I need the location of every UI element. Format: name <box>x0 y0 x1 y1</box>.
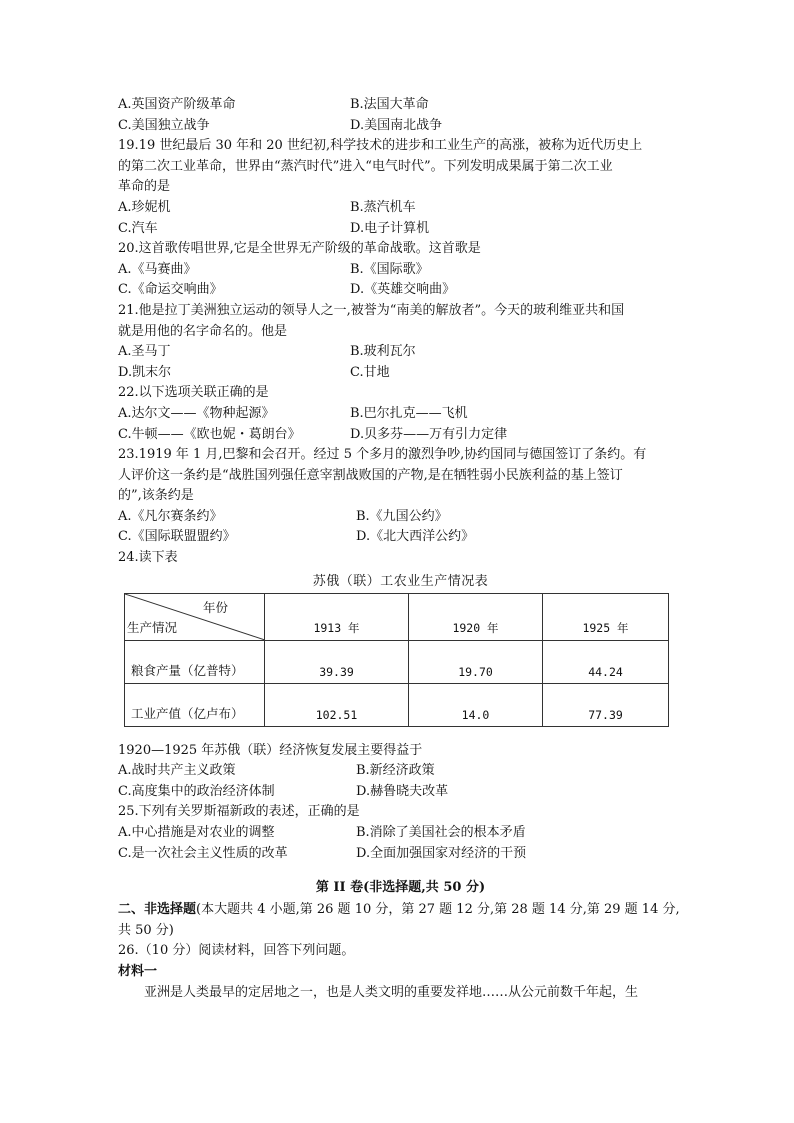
q23-option-c: C.《国际联盟盟约》 <box>118 529 236 545</box>
q18-option-a: A.英国资产阶级革命 <box>118 97 236 112</box>
q22-option-c: C.牛顿——《欧也妮・葛朗台》 <box>118 426 301 442</box>
q18-option-d: D.美国南北战争 <box>350 117 443 133</box>
row-label-industry: 工业产值（亿卢布） <box>125 683 265 726</box>
part-two-heading-line-2: 共 50 分) <box>118 922 174 938</box>
q19-stem-line-1: 19.19 世纪最后 30 年和 20 世纪初,科学技术的进步和工业生产的高涨，被称为近代历史上 <box>118 138 643 154</box>
q23-option-a: A.《凡尔赛条约》 <box>118 508 223 524</box>
q19-options-row-2 <box>118 219 683 240</box>
q25-stem: 25.下列有关罗斯福新政的表述，正确的是 <box>118 804 360 820</box>
q21-stem-line-1: 21.他是拉丁美洲独立运动的领导人之一,被誉为“南美的解放者”。今天的玻利维亚共和国 <box>118 302 625 318</box>
exam-page <box>118 95 683 1003</box>
q20-stem: 20.这首歌传唱世界,它是全世界无产阶级的革命战歌。这首歌是 <box>118 241 481 257</box>
q24-option-a: A.战时共产主义政策 <box>118 763 236 779</box>
part-two-heading-rest: (本大题共 4 小题,第 26 题 10 分，第 27 题 12 分,第 28 题 14 分,第 29 题 14 分, <box>196 902 680 918</box>
q19-option-d: D.电子计算机 <box>350 220 430 236</box>
q22-options-row-1 <box>118 404 683 425</box>
q21-stem-line-2: 就是用他的名字命名的。他是 <box>118 323 288 339</box>
q24-stem: 24.读下表 <box>118 550 178 566</box>
q23-option-b: B.《九国公约》 <box>356 508 448 524</box>
q21-option-c: C.甘地 <box>350 364 390 380</box>
q24-option-b: B.新经济政策 <box>356 763 435 779</box>
q21-option-b: B.玻利瓦尔 <box>350 344 416 360</box>
q22-option-a: A.达尔文——《物种起源》 <box>118 405 275 421</box>
q22-stem: 22.以下选项关联正确的是 <box>118 385 269 401</box>
q23-options-row-1 <box>118 507 683 528</box>
material-one-label: 材料一 <box>118 964 158 979</box>
q23-stem-line-2: 人评价这一条约是“战胜国列强任意宰割战败国的产物,是在牺牲弱小民族利益的基上签订 <box>118 467 623 483</box>
q20-option-c: C.《命运交响曲》 <box>118 282 223 298</box>
header-item-label: 生产情况 <box>127 619 178 635</box>
part-two-title: 第 II 卷(非选择题,共 50 分) <box>315 880 486 896</box>
q23-stem-line-3: 的”,该条约是 <box>118 488 194 504</box>
q18-option-b: B.法国大革命 <box>350 97 429 112</box>
table-header-row <box>125 593 669 640</box>
q24-option-d: D.赫鲁晓夫改革 <box>356 783 449 799</box>
q24-question: 1920—1925 年苏俄（联）经济恢复发展主要得益于 <box>118 742 423 758</box>
cell-grain-1925: 44.24 <box>543 640 669 683</box>
part-two-heading <box>118 900 683 921</box>
production-table <box>124 593 669 727</box>
header-year-1925: 1925 年 <box>543 593 669 640</box>
q22-option-b: B.巴尔扎克——飞机 <box>350 405 468 421</box>
q26-stem: 26.（10 分）阅读材料，回答下列问题。 <box>118 943 355 959</box>
q20-option-b: B.《国际歌》 <box>350 261 429 277</box>
table-diagonal-header-cell <box>125 593 265 640</box>
table-row <box>125 640 669 683</box>
cell-industry-1913: 102.51 <box>265 683 409 726</box>
q19-option-a: A.珍妮机 <box>118 199 171 215</box>
cell-industry-1920: 14.0 <box>409 683 543 726</box>
q23-stem-line-1: 23.1919 年 1 月,巴黎和会召开。经过 5 个多月的激烈争吵,协约国同与德国签订了条约。有 <box>118 447 647 463</box>
q25-option-c: C.是一次社会主义性质的改革 <box>118 845 288 861</box>
header-year-1920: 1920 年 <box>409 593 543 640</box>
q20-options-row-2 <box>118 280 683 301</box>
header-year-1913: 1913 年 <box>265 593 409 640</box>
q19-option-b: B.蒸汽机车 <box>350 199 416 215</box>
material-one-text: 亚洲是人类最早的定居地之一，也是人类文明的重要发祥地……从公元前数千年起，生 <box>144 984 639 1000</box>
q23-options-row-2 <box>118 527 683 548</box>
q25-option-a: A.中心措施是对农业的调整 <box>118 825 275 841</box>
q24-option-c: C.高度集中的政治经济体制 <box>118 783 275 799</box>
q25-options-row-1 <box>118 823 683 844</box>
q19-stem-line-2: 的第二次工业革命，世界由“蒸汽时代”进入“电气时代”。下列发明成果属于第二次工业 <box>118 158 613 174</box>
q20-options-row-1 <box>118 260 683 281</box>
q21-options-row-1 <box>118 342 683 363</box>
q20-option-d: D.《英雄交响曲》 <box>350 282 456 298</box>
q21-options-row-2 <box>118 363 683 384</box>
q19-stem-line-3: 革命的是 <box>118 179 171 195</box>
q18-options-row-2 <box>118 116 683 137</box>
q25-option-b: B.消除了美国社会的根本矛盾 <box>356 825 526 841</box>
q25-option-d: D.全面加强国家对经济的干预 <box>356 845 527 861</box>
cell-industry-1925: 77.39 <box>543 683 669 726</box>
table-title: 苏俄（联）工农业生产情况表 <box>312 573 489 589</box>
row-label-grain: 粮食产量（亿普特） <box>125 640 265 683</box>
q25-options-row-2 <box>118 844 683 865</box>
cell-grain-1913: 39.39 <box>265 640 409 683</box>
q19-option-c: C.汽车 <box>118 220 158 236</box>
q21-option-a: A.圣马丁 <box>118 344 171 360</box>
header-year-label: 年份 <box>202 599 228 615</box>
table-row <box>125 683 669 726</box>
cell-grain-1920: 19.70 <box>409 640 543 683</box>
q24-options-row-1 <box>118 761 683 782</box>
q23-option-d: D.《北大西洋公约》 <box>356 529 475 545</box>
q24-options-row-2 <box>118 782 683 803</box>
q22-options-row-2 <box>118 425 683 446</box>
q21-option-d: D.凯末尔 <box>118 364 172 380</box>
q20-option-a: A.《马赛曲》 <box>118 261 197 277</box>
part-two-heading-bold: 二、非选择题 <box>118 902 197 918</box>
q22-option-d: D.贝多芬——万有引力定律 <box>350 426 508 442</box>
q18-options-row-1 <box>118 95 683 116</box>
q19-options-row-1 <box>118 198 683 219</box>
q18-option-c: C.美国独立战争 <box>118 117 210 133</box>
